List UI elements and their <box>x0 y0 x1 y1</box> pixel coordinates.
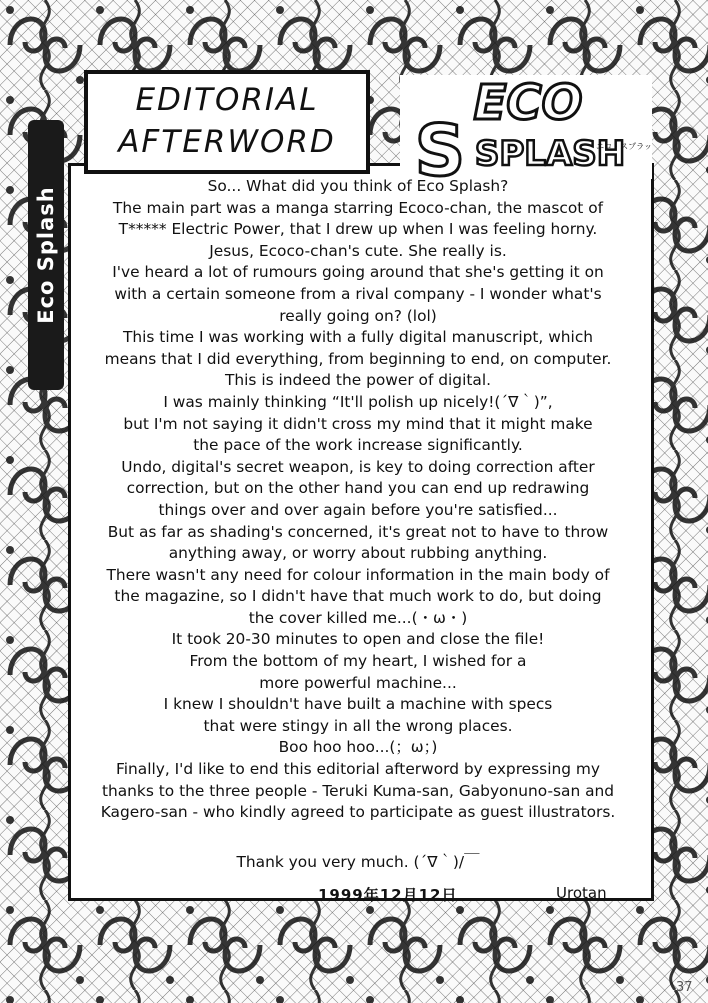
date: 1999年12月12日 <box>318 886 458 904</box>
body-line: that were stingy in all the wrong places. <box>203 716 513 735</box>
body-line: From the bottom of my heart, I wished for a <box>189 652 527 671</box>
body-line: I was mainly thinking “It'll polish up nicely!(´∇｀)”, <box>163 392 553 411</box>
body-line: The main part was a manga starring Ecoco-chan, the mascot of <box>112 198 604 217</box>
author-name: Urotan <box>556 884 607 902</box>
side-label-wrapper <box>28 120 64 390</box>
body-line: But as far as shading's concerned, it's great not to have to throw <box>107 522 609 541</box>
svg-text:S: S <box>414 110 466 179</box>
body-line: the cover killed me...(・ω・) <box>248 608 468 627</box>
thanks-line: Thank you very much. (´∇｀)/￣ <box>236 853 480 871</box>
logo-kana: エコ・スプラッ <box>596 142 652 151</box>
body-line: Boo hoo hoo...(；ω；) <box>278 738 438 757</box>
side-label: Eco Splash <box>34 186 59 324</box>
title-box <box>84 70 370 174</box>
body-line: This time I was working with a fully digital manuscript, which <box>122 328 594 347</box>
body-line: Kagero-san - who kindly agreed to participate as guest illustrators. <box>100 803 616 822</box>
body-line: really going on? (lol) <box>279 306 437 325</box>
logo-eco: ECO <box>473 75 583 131</box>
body-line: T***** Electric Power, that I drew up when I was feeling horny. <box>118 220 598 239</box>
title-line-1: EDITORIAL <box>135 82 319 118</box>
page-number: 37 <box>676 980 693 995</box>
eco-splash-logo <box>400 75 652 179</box>
body-line: Finally, I'd like to end this editorial afterword by expressing my <box>116 760 600 779</box>
body-line: So... What did you think of Eco Splash? <box>207 177 509 195</box>
body-line: with a certain someone from a rival company - I wonder what's <box>114 284 602 303</box>
body-line: thanks to the three people - Teruki Kuma-san, Gabyonuno-san and <box>101 781 615 800</box>
afterword-body <box>68 176 648 824</box>
body-line: things over and over again before you're satisfied... <box>158 500 558 519</box>
body-line: but I'm not saying it didn't cross my mind that it might make <box>123 414 593 433</box>
body-line: It took 20-30 minutes to open and close the file! <box>171 630 545 649</box>
body-line: the magazine, so I didn't have that much work to do, but doing <box>114 587 602 606</box>
title-line-2: AFTERWORD <box>118 124 336 160</box>
body-line: I've heard a lot of rumours going around that she's getting it on <box>112 263 604 282</box>
body-line: Undo, digital's secret weapon, is key to doing correction after <box>121 457 595 476</box>
logo-splash: SPLASH <box>474 134 626 174</box>
body-line: more powerful machine... <box>259 673 457 692</box>
body-line: I knew I shouldn't have built a machine with specs <box>163 695 553 714</box>
body-line: Jesus, Ecoco-chan's cute. She really is. <box>209 241 507 260</box>
body-line: anything away, or worry about rubbing anything. <box>168 544 548 563</box>
body-line: This is indeed the power of digital. <box>225 371 491 390</box>
body-line: correction, but on the other hand you can end up redrawing <box>126 479 590 498</box>
body-line: the pace of the work increase significantly. <box>193 436 523 455</box>
body-line: There wasn't any need for colour information in the main body of <box>106 565 610 584</box>
body-line: means that I did everything, from beginning to end, on computer. <box>104 349 612 368</box>
